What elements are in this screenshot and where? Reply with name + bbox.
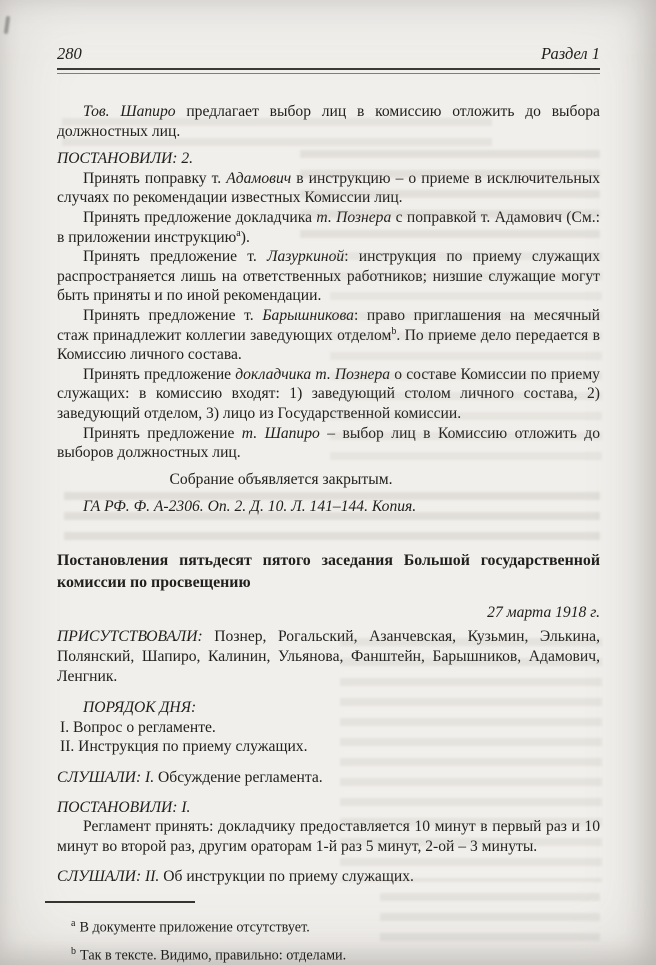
session-date: 27 марта 1918 г. bbox=[487, 603, 600, 621]
paragraph-shapiro-proposal: Тов. Шапиро предлагает выбор лиц в комиссию отложить до выбора должностных лиц. bbox=[57, 103, 600, 140]
header-rule bbox=[57, 68, 600, 74]
footnote-marker: а bbox=[71, 918, 76, 929]
footnote-marker: b bbox=[391, 325, 397, 337]
agenda-item-1: I. Вопрос о регламенте. bbox=[60, 718, 216, 736]
footnote-separator-rule bbox=[45, 901, 195, 903]
section-title: Раздел 1 bbox=[541, 44, 600, 63]
footnote-text: В документе приложение отсутствует. bbox=[79, 919, 310, 936]
footnote-marker: b bbox=[71, 945, 76, 957]
footnote bbox=[57, 940, 600, 965]
paragraph-shapiro-postpone: Принять предложение т. Шапиро – выбор лиц в Комиссию отложить до выборов должностных лиц. bbox=[57, 424, 600, 462]
document-blocks bbox=[57, 102, 600, 887]
footnotes bbox=[57, 901, 600, 965]
paragraph-baryshnikov-proposal: Принять предложение т. Барышникова: право приглашения на месячный стаж принадлежит коллегии заведующих отделом$^b$. По приеме дело передается в Комиссию личного состава. bbox=[57, 306, 600, 364]
paragraph-lazurkina-proposal: Принять предложение т. Лазуркиной: инструкция по приему служащих распространяется лишь на ответственных работников; низшие служащие могут быть приняты и по иной рекомендации. bbox=[57, 248, 600, 305]
scan-smudge-artifact bbox=[4, 16, 10, 34]
footnote-marker: а bbox=[236, 227, 241, 239]
paragraph-commission-composition: Принять предложение докладчика т. Познера о составе Комиссии по приему служащих: в комиссию входят: 1) заведующий столом личного состава, 2) заведующий отделом, 3) лицо из Государственной комиссии. bbox=[57, 365, 600, 422]
paragraph-adamovich-amendment: Принять поправку т. Адамович в инструкцию – о приеме в исключительных случаях по рекомендации известных Комиссии лиц. bbox=[57, 169, 600, 207]
footnote-list bbox=[57, 912, 600, 965]
running-head bbox=[57, 44, 600, 64]
footnote-text: Так в тексте. Видимо, правильно: отделами. bbox=[80, 947, 347, 964]
archive-reference: ГА РФ. Ф. А-2306. Оп. 2. Д. 10. Л. 141–144. Копия. bbox=[83, 498, 417, 516]
footnote bbox=[57, 912, 600, 940]
section-heading: Постановления пятьдесят пятого заседания Большой государственной комиссии по просвещению bbox=[57, 551, 600, 591]
attendees-paragraph: ПРИСУТСТВОВАЛИ: Познер, Рогальский, Азанчевская, Кузьмин, Элькина, Полянский, Шапиро, Калинин, Ульянова, Фанштейн, Барышников, Адамович, Ленгник. bbox=[57, 628, 600, 685]
page-number: 280 bbox=[57, 44, 82, 63]
agenda-item-2: II. Инструкция по приему служащих. bbox=[60, 738, 308, 756]
paragraph-rules-adopted: Регламент принять: докладчику предоставляется 10 минут в первый раз и 10 минут во второй раз, другим ораторам 1-й раз 5 минут, 2-ой – 3 минуты. bbox=[57, 818, 600, 855]
heard-item-2: СЛУШАЛИ: II. Об инструкции по приему служащих. bbox=[57, 868, 414, 886]
paragraph-pozner-proposal: Принять предложение докладчика т. Познера с поправкой т. Адамович (См.: в приложении инструкцию$^а$). bbox=[57, 208, 600, 246]
agenda-label: ПОРЯДОК ДНЯ: bbox=[83, 699, 197, 717]
heard-item-1: СЛУШАЛИ: I. Обсуждение регламента. bbox=[57, 769, 323, 787]
meeting-closed-line: Собрание объявляется закрытым. bbox=[169, 470, 393, 488]
resolution-label-1: ПОСТАНОВИЛИ: I. bbox=[57, 798, 191, 816]
resolution-label-2: ПОСТАНОВИЛИ: 2. bbox=[57, 150, 194, 168]
